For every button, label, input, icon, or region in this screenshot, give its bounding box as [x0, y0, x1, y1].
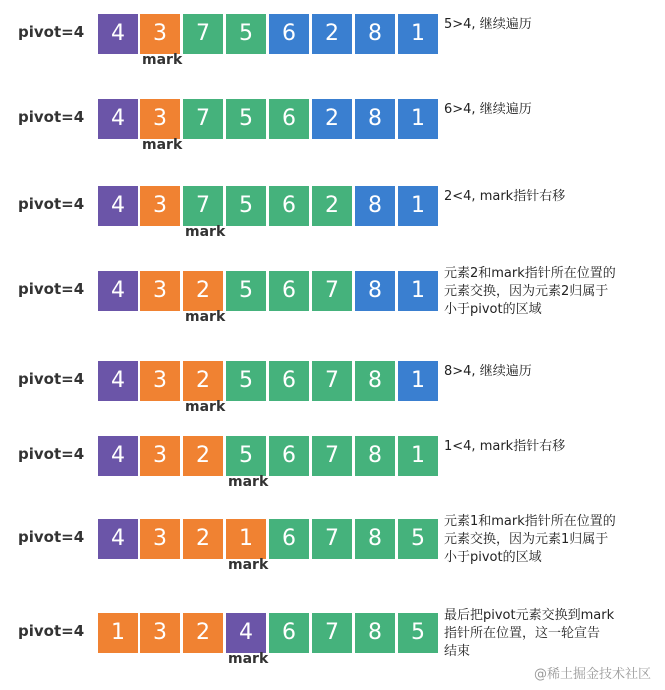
- array-cell: 1: [398, 99, 438, 139]
- array-cell: 3: [140, 613, 180, 653]
- array-cell: 5: [398, 613, 438, 653]
- description-line: 指针所在位置，这一轮宣告: [444, 626, 601, 641]
- array-cell: 6: [269, 361, 309, 401]
- description-line: 5>4, 继续遍历: [444, 17, 532, 32]
- mark-pointer: mark: [142, 52, 183, 68]
- array-cell: 6: [269, 99, 309, 139]
- array-cell: 1: [398, 436, 438, 476]
- array-cell: 1: [398, 186, 438, 226]
- step-description: [444, 101, 659, 119]
- array-cell: 7: [312, 613, 352, 653]
- step-row: [0, 186, 665, 226]
- array-cell: 2: [183, 436, 223, 476]
- description-line: 元素交换，因为元素1归属于: [444, 532, 609, 547]
- array-cell: 3: [140, 436, 180, 476]
- array-cell: 7: [183, 14, 223, 54]
- step-description: [444, 265, 659, 319]
- array-cell: 7: [312, 519, 352, 559]
- array-cell: 6: [269, 436, 309, 476]
- description-line: 6>4, 继续遍历: [444, 102, 532, 117]
- array-cell: 8: [355, 99, 395, 139]
- array-cell: 4: [98, 519, 138, 559]
- array-cell: 1: [398, 361, 438, 401]
- mark-pointer: mark: [185, 224, 226, 240]
- pivot-label: pivot=4: [18, 195, 85, 213]
- array-cell: 7: [312, 361, 352, 401]
- step-row: [0, 608, 665, 659]
- array-cell: 4: [98, 436, 138, 476]
- array-cell: 6: [269, 271, 309, 311]
- array-cell: 8: [355, 613, 395, 653]
- pivot-label: pivot=4: [18, 23, 85, 41]
- array-cell: 3: [140, 519, 180, 559]
- array-cell: 5: [398, 519, 438, 559]
- array-cell: 1: [98, 613, 138, 653]
- array-cell: 3: [140, 186, 180, 226]
- pivot-label: pivot=4: [18, 528, 85, 546]
- mark-pointer: mark: [228, 651, 269, 667]
- array-cell: 2: [183, 613, 223, 653]
- array-cell: 8: [355, 271, 395, 311]
- array-cell: 5: [226, 14, 266, 54]
- mark-pointer: mark: [228, 474, 269, 490]
- step-row: [0, 14, 665, 54]
- mark-pointer: mark: [142, 137, 183, 153]
- step-row: [0, 266, 665, 317]
- array-cell: 4: [98, 186, 138, 226]
- array-cell: 5: [226, 99, 266, 139]
- array-cell: 6: [269, 613, 309, 653]
- mark-pointer: mark: [185, 399, 226, 415]
- array-cell: 8: [355, 519, 395, 559]
- pivot-label: pivot=4: [18, 280, 85, 298]
- array-cell: 5: [226, 361, 266, 401]
- description-line: 8>4, 继续遍历: [444, 364, 532, 379]
- description-line: 元素2和mark指针所在位置的: [444, 266, 616, 281]
- array-cell: 4: [226, 613, 266, 653]
- mark-pointer: mark: [228, 557, 269, 573]
- description-line: 结束: [444, 644, 471, 659]
- array-cell: 6: [269, 186, 309, 226]
- description-line: 元素交换，因为元素2归属于: [444, 284, 609, 299]
- array-cell: 7: [183, 99, 223, 139]
- pivot-label: pivot=4: [18, 370, 85, 388]
- array-cell: 1: [398, 14, 438, 54]
- step-description: [444, 16, 659, 34]
- step-description: [444, 363, 659, 381]
- array-cell: 7: [312, 436, 352, 476]
- array-cell: 5: [226, 271, 266, 311]
- pivot-label: pivot=4: [18, 622, 85, 640]
- array-cell: 2: [183, 361, 223, 401]
- step-description: [444, 438, 659, 456]
- array-cell: 3: [140, 271, 180, 311]
- array-cell: 7: [312, 271, 352, 311]
- array-cell: 6: [269, 14, 309, 54]
- array-cell: 8: [355, 361, 395, 401]
- array-cell: 5: [226, 186, 266, 226]
- step-row: [0, 99, 665, 139]
- pivot-label: pivot=4: [18, 108, 85, 126]
- array-cell: 2: [312, 99, 352, 139]
- array-cell: 4: [98, 271, 138, 311]
- array-cell: 1: [398, 271, 438, 311]
- step-row: [0, 361, 665, 401]
- array-cell: 8: [355, 436, 395, 476]
- mark-pointer: mark: [185, 309, 226, 325]
- array-cell: 5: [226, 436, 266, 476]
- step-row: [0, 436, 665, 476]
- array-cell: 2: [183, 271, 223, 311]
- array-cell: 8: [355, 186, 395, 226]
- array-cell: 2: [312, 186, 352, 226]
- description-line: 2<4, mark指针右移: [444, 189, 566, 204]
- array-cell: 7: [183, 186, 223, 226]
- array-cell: 4: [98, 361, 138, 401]
- description-line: 小于pivot的区域: [444, 302, 542, 317]
- description-line: 小于pivot的区域: [444, 550, 542, 565]
- array-cell: 4: [98, 14, 138, 54]
- description-line: 1<4, mark指针右移: [444, 439, 566, 454]
- description-line: 最后把pivot元素交换到mark: [444, 608, 615, 623]
- step-row: [0, 514, 665, 565]
- array-cell: 4: [98, 99, 138, 139]
- array-cell: 3: [140, 99, 180, 139]
- array-cell: 2: [183, 519, 223, 559]
- array-cell: 8: [355, 14, 395, 54]
- step-description: [444, 188, 659, 206]
- description-line: 元素1和mark指针所在位置的: [444, 514, 616, 529]
- pivot-label: pivot=4: [18, 445, 85, 463]
- array-cell: 6: [269, 519, 309, 559]
- step-description: [444, 513, 659, 567]
- array-cell: 2: [312, 14, 352, 54]
- array-cell: 3: [140, 361, 180, 401]
- array-cell: 1: [226, 519, 266, 559]
- step-description: [444, 607, 659, 661]
- watermark: @稀土掘金技术社区: [533, 667, 651, 682]
- array-cell: 3: [140, 14, 180, 54]
